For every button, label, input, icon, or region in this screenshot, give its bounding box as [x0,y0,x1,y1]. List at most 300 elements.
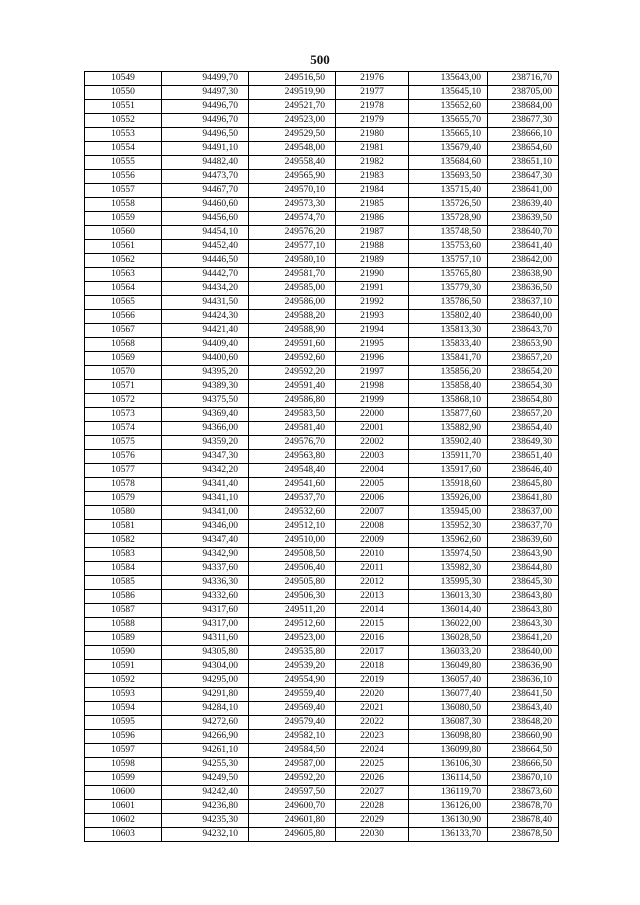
y-coordinate-a-cell: 249554,90 [249,674,336,688]
y-coordinate-a-cell: 249591,40 [249,380,336,394]
table-row [85,184,559,198]
table-row [85,156,559,170]
x-coordinate-b-cell: 135684,60 [409,156,488,170]
coordinates-table [84,71,559,842]
y-coordinate-a-cell: 249569,40 [249,702,336,716]
x-coordinate-a-cell: 94332,60 [162,590,249,604]
y-coordinate-b-cell: 238651,10 [488,156,559,170]
point-id-a-cell: 10563 [85,268,162,282]
y-coordinate-a-cell: 249529,50 [249,128,336,142]
point-id-a-cell: 10555 [85,156,162,170]
y-coordinate-a-cell: 249506,30 [249,590,336,604]
y-coordinate-b-cell: 238639,50 [488,212,559,226]
table-row [85,142,559,156]
table-row [85,310,559,324]
y-coordinate-b-cell: 238636,90 [488,660,559,674]
point-id-b-cell: 21983 [336,170,409,184]
point-id-b-cell: 22018 [336,660,409,674]
x-coordinate-b-cell: 135765,80 [409,268,488,282]
y-coordinate-a-cell: 249573,30 [249,198,336,212]
point-id-b-cell: 21981 [336,142,409,156]
table-row [85,478,559,492]
x-coordinate-a-cell: 94305,80 [162,646,249,660]
y-coordinate-a-cell: 249523,00 [249,114,336,128]
x-coordinate-b-cell: 135655,70 [409,114,488,128]
y-coordinate-a-cell: 249584,50 [249,744,336,758]
y-coordinate-b-cell: 238649,30 [488,436,559,450]
table-row [85,730,559,744]
x-coordinate-a-cell: 94304,00 [162,660,249,674]
y-coordinate-a-cell: 249577,10 [249,240,336,254]
point-id-b-cell: 21988 [336,240,409,254]
table-row [85,296,559,310]
y-coordinate-a-cell: 249516,50 [249,72,336,86]
x-coordinate-a-cell: 94491,10 [162,142,249,156]
x-coordinate-a-cell: 94395,20 [162,366,249,380]
y-coordinate-b-cell: 238644,80 [488,562,559,576]
table-row [85,576,559,590]
x-coordinate-a-cell: 94255,30 [162,758,249,772]
point-id-a-cell: 10581 [85,520,162,534]
point-id-a-cell: 10590 [85,646,162,660]
y-coordinate-a-cell: 249576,20 [249,226,336,240]
table-row [85,324,559,338]
y-coordinate-b-cell: 238640,00 [488,646,559,660]
x-coordinate-b-cell: 136098,80 [409,730,488,744]
y-coordinate-a-cell: 249592,20 [249,772,336,786]
table-row [85,506,559,520]
y-coordinate-b-cell: 238641,50 [488,688,559,702]
point-id-b-cell: 21982 [336,156,409,170]
point-id-a-cell: 10559 [85,212,162,226]
y-coordinate-a-cell: 249563,80 [249,450,336,464]
x-coordinate-b-cell: 136033,20 [409,646,488,660]
x-coordinate-b-cell: 135902,40 [409,436,488,450]
point-id-a-cell: 10586 [85,590,162,604]
y-coordinate-b-cell: 238641,80 [488,492,559,506]
y-coordinate-a-cell: 249506,40 [249,562,336,576]
point-id-a-cell: 10580 [85,506,162,520]
point-id-b-cell: 22015 [336,618,409,632]
y-coordinate-b-cell: 238645,80 [488,478,559,492]
x-coordinate-b-cell: 135882,90 [409,422,488,436]
point-id-b-cell: 21996 [336,352,409,366]
y-coordinate-a-cell: 249585,00 [249,282,336,296]
x-coordinate-a-cell: 94341,00 [162,506,249,520]
point-id-a-cell: 10589 [85,632,162,646]
y-coordinate-a-cell: 249579,40 [249,716,336,730]
point-id-b-cell: 21991 [336,282,409,296]
x-coordinate-b-cell: 135974,50 [409,548,488,562]
x-coordinate-b-cell: 136126,00 [409,800,488,814]
point-id-b-cell: 22021 [336,702,409,716]
y-coordinate-b-cell: 238653,90 [488,338,559,352]
point-id-a-cell: 10565 [85,296,162,310]
point-id-b-cell: 22005 [336,478,409,492]
point-id-a-cell: 10603 [85,828,162,842]
y-coordinate-a-cell: 249558,40 [249,156,336,170]
x-coordinate-a-cell: 94460,60 [162,198,249,212]
y-coordinate-a-cell: 249539,20 [249,660,336,674]
point-id-b-cell: 22011 [336,562,409,576]
x-coordinate-a-cell: 94341,40 [162,478,249,492]
point-id-b-cell: 21979 [336,114,409,128]
point-id-b-cell: 22022 [336,716,409,730]
point-id-b-cell: 21986 [336,212,409,226]
y-coordinate-b-cell: 238670,10 [488,772,559,786]
x-coordinate-a-cell: 94311,60 [162,632,249,646]
y-coordinate-b-cell: 238716,70 [488,72,559,86]
point-id-a-cell: 10549 [85,72,162,86]
y-coordinate-b-cell: 238654,80 [488,394,559,408]
point-id-b-cell: 21976 [336,72,409,86]
y-coordinate-b-cell: 238642,00 [488,254,559,268]
y-coordinate-b-cell: 238646,40 [488,464,559,478]
x-coordinate-b-cell: 136114,50 [409,772,488,786]
point-id-b-cell: 22020 [336,688,409,702]
table-row [85,548,559,562]
point-id-b-cell: 21987 [336,226,409,240]
point-id-b-cell: 22008 [336,520,409,534]
y-coordinate-b-cell: 238643,80 [488,604,559,618]
point-id-b-cell: 21997 [336,366,409,380]
x-coordinate-b-cell: 136119,70 [409,786,488,800]
x-coordinate-a-cell: 94236,80 [162,800,249,814]
point-id-a-cell: 10584 [85,562,162,576]
point-id-b-cell: 22002 [336,436,409,450]
table-row [85,226,559,240]
x-coordinate-a-cell: 94261,10 [162,744,249,758]
x-coordinate-a-cell: 94235,30 [162,814,249,828]
table-row [85,352,559,366]
table-row [85,114,559,128]
y-coordinate-a-cell: 249580,10 [249,254,336,268]
point-id-a-cell: 10592 [85,674,162,688]
table-row [85,534,559,548]
y-coordinate-a-cell: 249535,80 [249,646,336,660]
point-id-a-cell: 10573 [85,408,162,422]
x-coordinate-a-cell: 94359,20 [162,436,249,450]
point-id-b-cell: 22009 [336,534,409,548]
table-row [85,240,559,254]
y-coordinate-a-cell: 249505,80 [249,576,336,590]
point-id-a-cell: 10552 [85,114,162,128]
y-coordinate-a-cell: 249532,60 [249,506,336,520]
x-coordinate-a-cell: 94249,50 [162,772,249,786]
y-coordinate-a-cell: 249512,10 [249,520,336,534]
point-id-b-cell: 22024 [336,744,409,758]
x-coordinate-b-cell: 136130,90 [409,814,488,828]
x-coordinate-b-cell: 135726,50 [409,198,488,212]
table-row [85,492,559,506]
y-coordinate-b-cell: 238654,40 [488,422,559,436]
point-id-a-cell: 10576 [85,450,162,464]
x-coordinate-a-cell: 94496,50 [162,128,249,142]
point-id-b-cell: 22023 [336,730,409,744]
table-row [85,394,559,408]
point-id-a-cell: 10554 [85,142,162,156]
x-coordinate-b-cell: 135917,60 [409,464,488,478]
x-coordinate-a-cell: 94375,50 [162,394,249,408]
y-coordinate-b-cell: 238657,20 [488,408,559,422]
y-coordinate-b-cell: 238643,40 [488,702,559,716]
y-coordinate-b-cell: 238654,20 [488,366,559,380]
y-coordinate-a-cell: 249512,60 [249,618,336,632]
point-id-a-cell: 10562 [85,254,162,268]
point-id-a-cell: 10601 [85,800,162,814]
x-coordinate-a-cell: 94342,20 [162,464,249,478]
y-coordinate-a-cell: 249592,20 [249,366,336,380]
x-coordinate-b-cell: 135982,30 [409,562,488,576]
x-coordinate-b-cell: 135693,50 [409,170,488,184]
table-row [85,660,559,674]
y-coordinate-b-cell: 238654,30 [488,380,559,394]
table-row [85,590,559,604]
x-coordinate-a-cell: 94295,00 [162,674,249,688]
y-coordinate-a-cell: 249510,00 [249,534,336,548]
table-row [85,100,559,114]
x-coordinate-a-cell: 94482,40 [162,156,249,170]
y-coordinate-b-cell: 238645,30 [488,576,559,590]
x-coordinate-a-cell: 94409,40 [162,338,249,352]
y-coordinate-b-cell: 238639,60 [488,534,559,548]
point-id-a-cell: 10558 [85,198,162,212]
table-row [85,170,559,184]
y-coordinate-a-cell: 249581,70 [249,268,336,282]
x-coordinate-a-cell: 94341,10 [162,492,249,506]
y-coordinate-a-cell: 249548,00 [249,142,336,156]
y-coordinate-a-cell: 249582,10 [249,730,336,744]
x-coordinate-a-cell: 94347,30 [162,450,249,464]
point-id-a-cell: 10579 [85,492,162,506]
x-coordinate-b-cell: 135645,10 [409,86,488,100]
x-coordinate-a-cell: 94400,60 [162,352,249,366]
y-coordinate-b-cell: 238643,70 [488,324,559,338]
table-row [85,450,559,464]
x-coordinate-b-cell: 135748,50 [409,226,488,240]
point-id-a-cell: 10575 [85,436,162,450]
table-row [85,464,559,478]
y-coordinate-b-cell: 238641,20 [488,632,559,646]
point-id-a-cell: 10587 [85,604,162,618]
x-coordinate-a-cell: 94496,70 [162,114,249,128]
y-coordinate-b-cell: 238678,40 [488,814,559,828]
x-coordinate-a-cell: 94431,50 [162,296,249,310]
x-coordinate-a-cell: 94497,30 [162,86,249,100]
x-coordinate-a-cell: 94473,70 [162,170,249,184]
y-coordinate-a-cell: 249565,90 [249,170,336,184]
table-row [85,562,559,576]
x-coordinate-b-cell: 136077,40 [409,688,488,702]
y-coordinate-a-cell: 249537,70 [249,492,336,506]
y-coordinate-b-cell: 238664,50 [488,744,559,758]
point-id-b-cell: 22007 [336,506,409,520]
y-coordinate-a-cell: 249523,00 [249,632,336,646]
y-coordinate-a-cell: 249591,60 [249,338,336,352]
point-id-a-cell: 10567 [85,324,162,338]
point-id-a-cell: 10551 [85,100,162,114]
x-coordinate-b-cell: 135841,70 [409,352,488,366]
x-coordinate-b-cell: 135753,60 [409,240,488,254]
x-coordinate-a-cell: 94232,10 [162,828,249,842]
x-coordinate-a-cell: 94272,60 [162,716,249,730]
y-coordinate-b-cell: 238643,90 [488,548,559,562]
x-coordinate-a-cell: 94446,50 [162,254,249,268]
table-row [85,758,559,772]
point-id-b-cell: 22027 [336,786,409,800]
y-coordinate-b-cell: 238637,70 [488,520,559,534]
y-coordinate-b-cell: 238684,00 [488,100,559,114]
y-coordinate-b-cell: 238678,50 [488,828,559,842]
x-coordinate-a-cell: 94317,00 [162,618,249,632]
y-coordinate-a-cell: 249574,70 [249,212,336,226]
point-id-b-cell: 21985 [336,198,409,212]
x-coordinate-a-cell: 94369,40 [162,408,249,422]
y-coordinate-b-cell: 238648,20 [488,716,559,730]
x-coordinate-b-cell: 135728,90 [409,212,488,226]
x-coordinate-b-cell: 135962,60 [409,534,488,548]
point-id-a-cell: 10570 [85,366,162,380]
x-coordinate-a-cell: 94366,00 [162,422,249,436]
x-coordinate-b-cell: 135911,70 [409,450,488,464]
point-id-a-cell: 10564 [85,282,162,296]
x-coordinate-a-cell: 94467,70 [162,184,249,198]
table-row [85,646,559,660]
table-row [85,772,559,786]
x-coordinate-a-cell: 94424,30 [162,310,249,324]
table-row [85,128,559,142]
point-id-a-cell: 10582 [85,534,162,548]
point-id-a-cell: 10560 [85,226,162,240]
y-coordinate-b-cell: 238637,10 [488,296,559,310]
y-coordinate-a-cell: 249548,40 [249,464,336,478]
point-id-a-cell: 10599 [85,772,162,786]
y-coordinate-b-cell: 238643,30 [488,618,559,632]
y-coordinate-b-cell: 238636,50 [488,282,559,296]
table-row [85,422,559,436]
page-number: 500 [310,52,330,67]
point-id-a-cell: 10557 [85,184,162,198]
point-id-a-cell: 10600 [85,786,162,800]
y-coordinate-b-cell: 238705,00 [488,86,559,100]
x-coordinate-a-cell: 94242,40 [162,786,249,800]
y-coordinate-a-cell: 249508,50 [249,548,336,562]
y-coordinate-b-cell: 238640,00 [488,310,559,324]
x-coordinate-a-cell: 94452,40 [162,240,249,254]
x-coordinate-b-cell: 136049,80 [409,660,488,674]
y-coordinate-a-cell: 249559,40 [249,688,336,702]
table-row [85,814,559,828]
table-row [85,282,559,296]
y-coordinate-a-cell: 249576,70 [249,436,336,450]
x-coordinate-b-cell: 135779,30 [409,282,488,296]
y-coordinate-a-cell: 249586,00 [249,296,336,310]
y-coordinate-a-cell: 249570,10 [249,184,336,198]
point-id-a-cell: 10585 [85,576,162,590]
table-row [85,408,559,422]
point-id-b-cell: 21998 [336,380,409,394]
y-coordinate-a-cell: 249587,00 [249,758,336,772]
point-id-b-cell: 21999 [336,394,409,408]
y-coordinate-a-cell: 249588,90 [249,324,336,338]
point-id-a-cell: 10596 [85,730,162,744]
point-id-b-cell: 22019 [336,674,409,688]
point-id-a-cell: 10594 [85,702,162,716]
x-coordinate-b-cell: 135918,60 [409,478,488,492]
x-coordinate-b-cell: 135877,60 [409,408,488,422]
x-coordinate-b-cell: 135926,00 [409,492,488,506]
point-id-a-cell: 10569 [85,352,162,366]
x-coordinate-b-cell: 135802,40 [409,310,488,324]
point-id-b-cell: 21990 [336,268,409,282]
point-id-b-cell: 22025 [336,758,409,772]
x-coordinate-a-cell: 94317,60 [162,604,249,618]
point-id-a-cell: 10602 [85,814,162,828]
table-row [85,198,559,212]
x-coordinate-a-cell: 94336,30 [162,576,249,590]
x-coordinate-b-cell: 136014,40 [409,604,488,618]
point-id-b-cell: 21992 [336,296,409,310]
y-coordinate-b-cell: 238641,40 [488,240,559,254]
x-coordinate-b-cell: 136013,30 [409,590,488,604]
y-coordinate-a-cell: 249541,60 [249,478,336,492]
point-id-b-cell: 22006 [336,492,409,506]
point-id-b-cell: 21994 [336,324,409,338]
table-row [85,716,559,730]
x-coordinate-b-cell: 135679,40 [409,142,488,156]
y-coordinate-b-cell: 238657,20 [488,352,559,366]
table-row [85,688,559,702]
point-id-a-cell: 10577 [85,464,162,478]
x-coordinate-a-cell: 94389,30 [162,380,249,394]
point-id-a-cell: 10598 [85,758,162,772]
table-row [85,72,559,86]
y-coordinate-a-cell: 249519,90 [249,86,336,100]
y-coordinate-b-cell: 238678,70 [488,800,559,814]
point-id-b-cell: 22030 [336,828,409,842]
x-coordinate-a-cell: 94496,70 [162,100,249,114]
table-row [85,212,559,226]
y-coordinate-a-cell: 249600,70 [249,800,336,814]
point-id-b-cell: 22004 [336,464,409,478]
x-coordinate-a-cell: 94454,10 [162,226,249,240]
y-coordinate-b-cell: 238647,30 [488,170,559,184]
point-id-b-cell: 21989 [336,254,409,268]
y-coordinate-a-cell: 249601,80 [249,814,336,828]
point-id-b-cell: 22029 [336,814,409,828]
y-coordinate-b-cell: 238666,10 [488,128,559,142]
point-id-b-cell: 22000 [336,408,409,422]
x-coordinate-b-cell: 136080,50 [409,702,488,716]
x-coordinate-b-cell: 135665,10 [409,128,488,142]
point-id-a-cell: 10571 [85,380,162,394]
x-coordinate-a-cell: 94421,40 [162,324,249,338]
x-coordinate-b-cell: 136099,80 [409,744,488,758]
point-id-b-cell: 22026 [336,772,409,786]
x-coordinate-b-cell: 136133,70 [409,828,488,842]
x-coordinate-b-cell: 136087,30 [409,716,488,730]
y-coordinate-a-cell: 249588,20 [249,310,336,324]
x-coordinate-b-cell: 135952,30 [409,520,488,534]
point-id-a-cell: 10597 [85,744,162,758]
table-row [85,338,559,352]
x-coordinate-a-cell: 94347,40 [162,534,249,548]
y-coordinate-b-cell: 238660,90 [488,730,559,744]
x-coordinate-b-cell: 136106,30 [409,758,488,772]
point-id-b-cell: 21980 [336,128,409,142]
x-coordinate-b-cell: 135813,30 [409,324,488,338]
point-id-b-cell: 22012 [336,576,409,590]
